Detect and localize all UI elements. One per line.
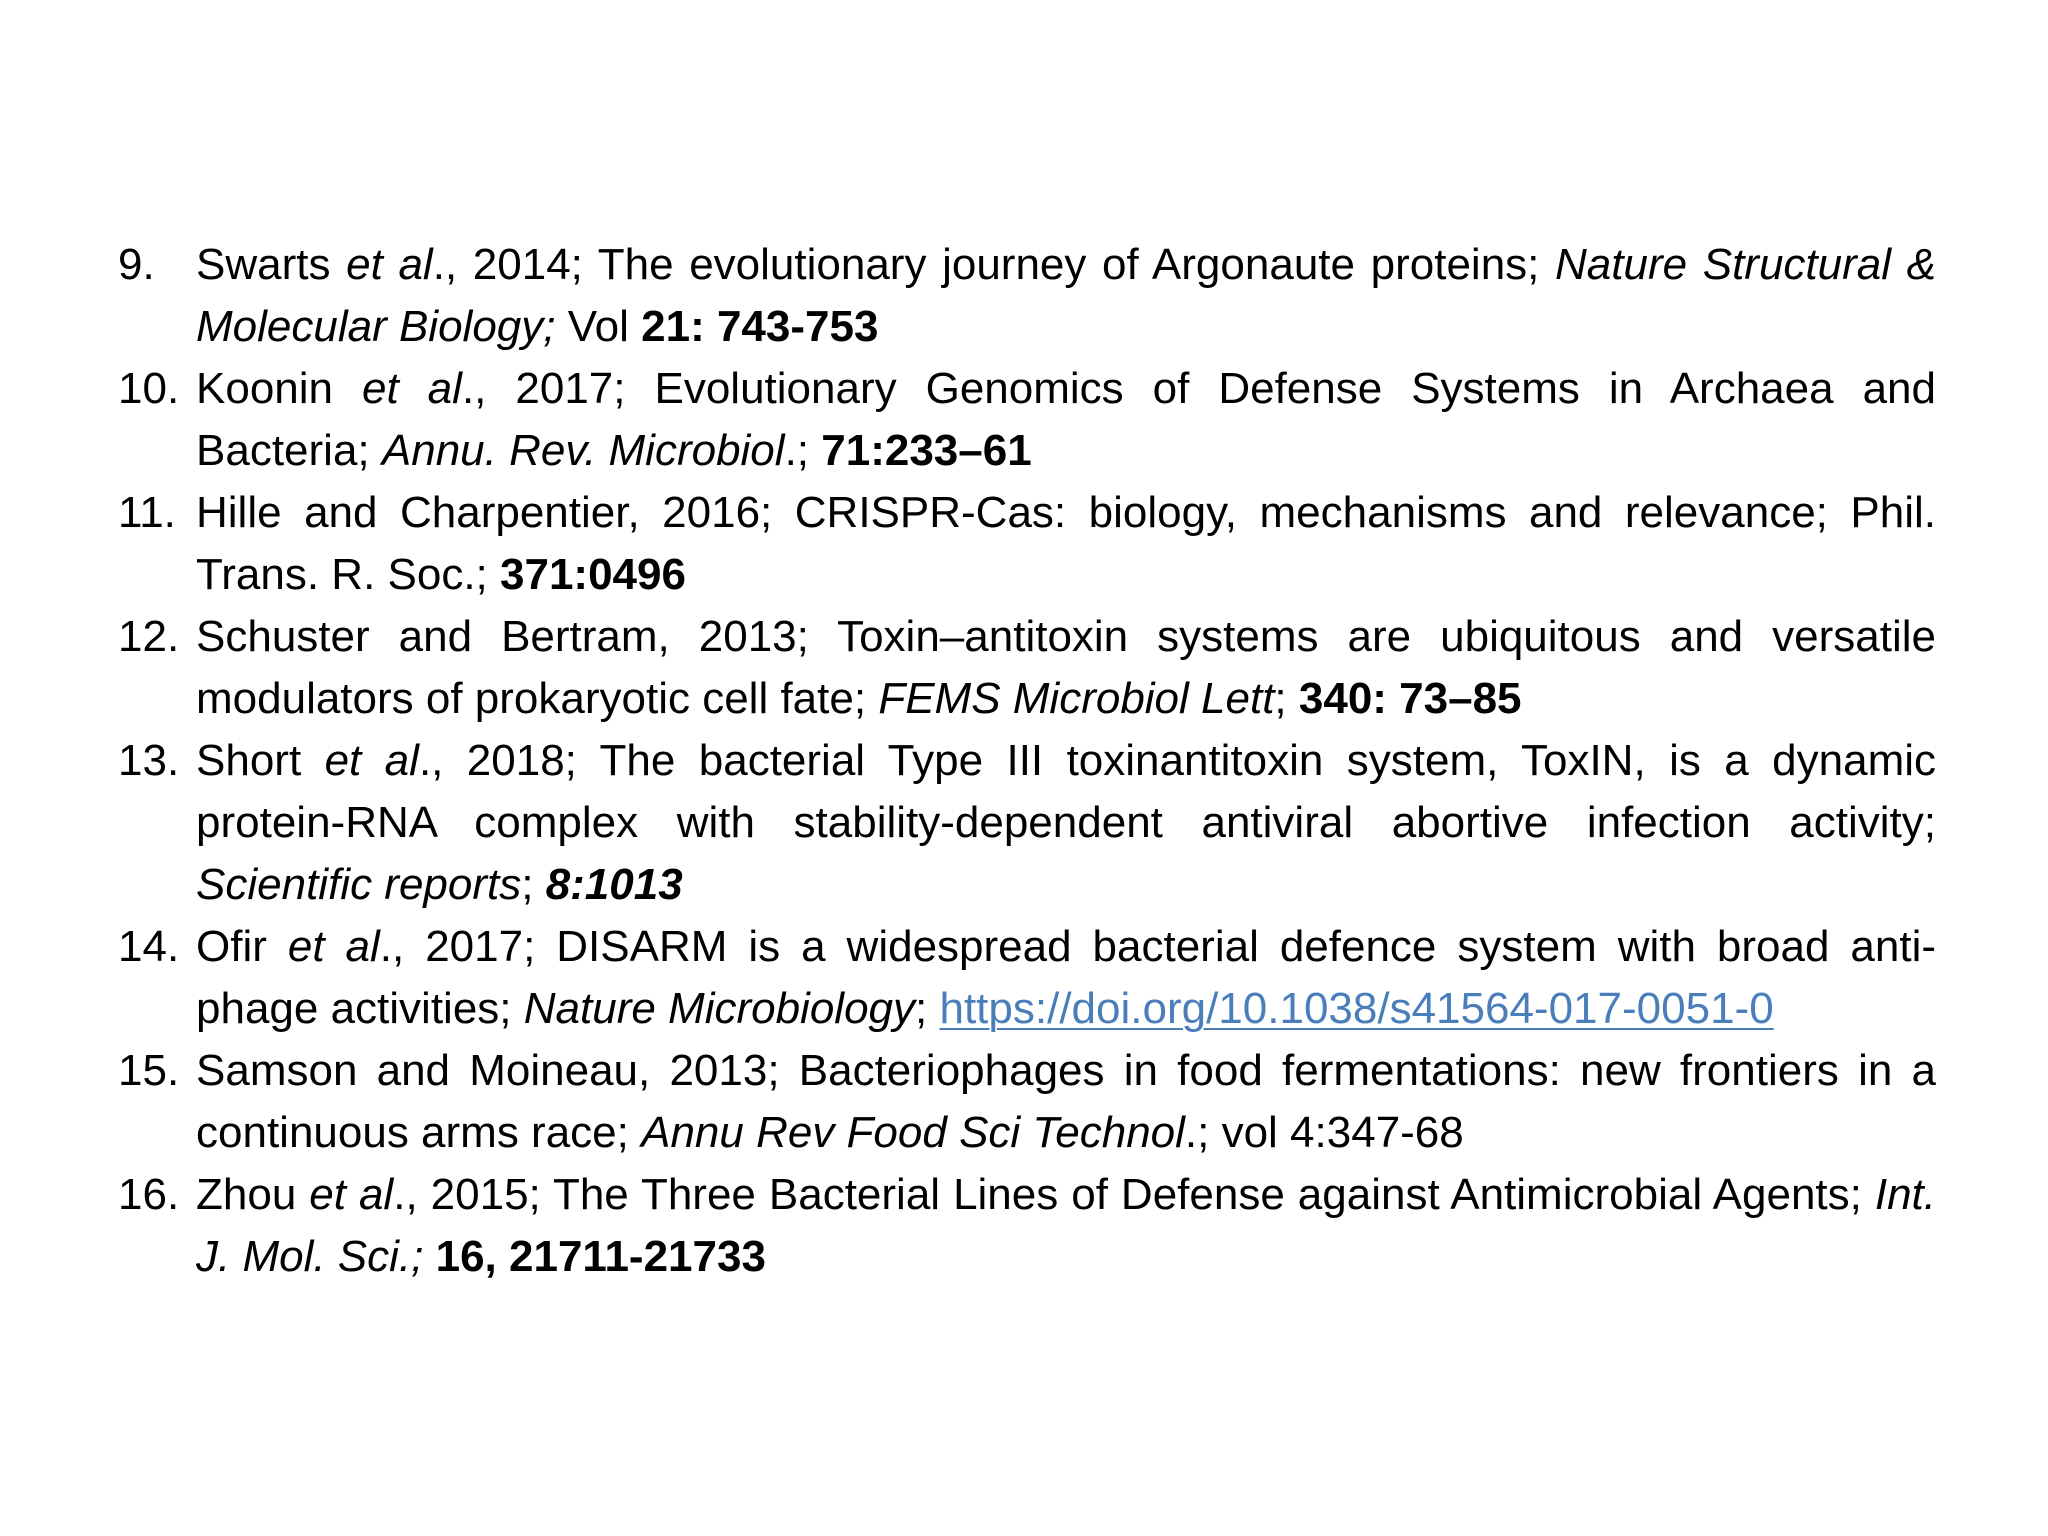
reference-item [118,730,1936,916]
reference-plain-text: Koonin [196,364,362,413]
reference-number: 14. [118,922,180,971]
reference-item [118,234,1936,358]
reference-plain-text: .; vol 4:347-68 [1184,1108,1464,1157]
reference-item [118,916,1936,1040]
reference-plain-text: Ofir [196,922,288,971]
reference-plain-text: Swarts [196,240,347,289]
reference-text [196,364,1936,475]
reference-italic-text: et al [362,364,462,413]
reference-plain-text: ., 2017; DISARM is a widespread bacterial defence system with broad anti-phage activities; [196,922,1937,1033]
reference-plain-text: ., 2017; Evolutionary Genomics of Defense Systems in Archaea and Bacteria; [196,364,1936,475]
reference-italic-text: Scientific reports [196,860,522,909]
reference-plain-text: Schuster and Bertram, 2013; Toxin–antitoxin systems are ubiquitous and versatile modulators of prokaryotic cell fate; [196,612,1936,723]
reference-italic-text: et al [346,240,433,289]
reference-plain-text: ; [521,860,546,909]
reference-italic-text: FEMS Microbiol Lett [878,674,1275,723]
reference-item [118,606,1936,730]
reference-text [196,240,1936,351]
reference-list [118,234,1936,1288]
reference-plain-text: Short [196,736,325,785]
reference-italic-text: Nature Microbiology [523,984,916,1033]
reference-plain-text: ., 2018; The bacterial Type III toxinantitoxin system, ToxIN, is a dynamic protein-RNA complex with stability-dependent antiviral abortive infection activity; [196,736,1937,847]
reference-plain-text: .; [784,426,822,475]
reference-text [196,922,1936,1033]
reference-italic-text: Nature Structural & Molecular Biology; [196,240,1937,351]
reference-text [196,612,1936,723]
reference-plain-text: Samson and Moineau, 2013; Bacteriophages in food fermentations: new frontiers in a continuous arms race; [196,1046,1936,1157]
reference-text [196,488,1936,599]
reference-bold-text: 340: 73–85 [1298,674,1522,723]
reference-plain-text: ., 2014; The evolutionary journey of Argonaute proteins; [432,240,1556,289]
reference-item [118,358,1936,482]
reference-plain-text: ., 2015; The Three Bacterial Lines of Defense against Antimicrobial Agents; [393,1170,1875,1219]
reference-item [118,482,1936,606]
reference-number: 10. [118,364,180,413]
reference-italic-text: et al [287,922,380,971]
reference-text [196,1046,1936,1157]
reference-item [118,1040,1936,1164]
reference-italic-text: Annu Rev Food Sci Technol [641,1108,1185,1157]
reference-number: 9. [118,240,155,289]
reference-number: 15. [118,1046,180,1095]
reference-italic-text: Annu. Rev. Microbiol [381,426,785,475]
reference-number: 16. [118,1170,180,1219]
reference-bold-text: 21: 743-753 [641,302,879,351]
reference-number: 12. [118,612,180,661]
reference-italic-text: et al [324,736,419,785]
reference-plain-text: ; [915,984,940,1033]
reference-plain-text [423,1232,435,1281]
reference-bold-italic-text: 8:1013 [545,860,683,909]
reference-number: 13. [118,736,180,785]
reference-plain-text: ; [1274,674,1299,723]
reference-item [118,1164,1936,1288]
reference-bold-text: 16, 21711-21733 [435,1232,766,1281]
reference-plain-text: Zhou [196,1170,310,1219]
reference-italic-text: Int. J. Mol. Sci.; [196,1170,1937,1281]
reference-text [196,1170,1936,1281]
reference-plain-text: Hille and Charpentier, 2016; CRISPR-Cas: biology, mechanisms and relevance; Phil. Trans. R. Soc.; [196,488,1936,599]
reference-plain-text: Vol [555,302,642,351]
reference-text [196,736,1936,909]
reference-bold-text: 71:233–61 [821,426,1032,475]
reference-italic-text: et al [309,1170,394,1219]
doi-link[interactable]: https://doi.org/10.1038/s41564-017-0051-0 [939,984,1774,1033]
reference-bold-text: 371:0496 [500,550,686,599]
reference-number: 11. [118,488,176,537]
